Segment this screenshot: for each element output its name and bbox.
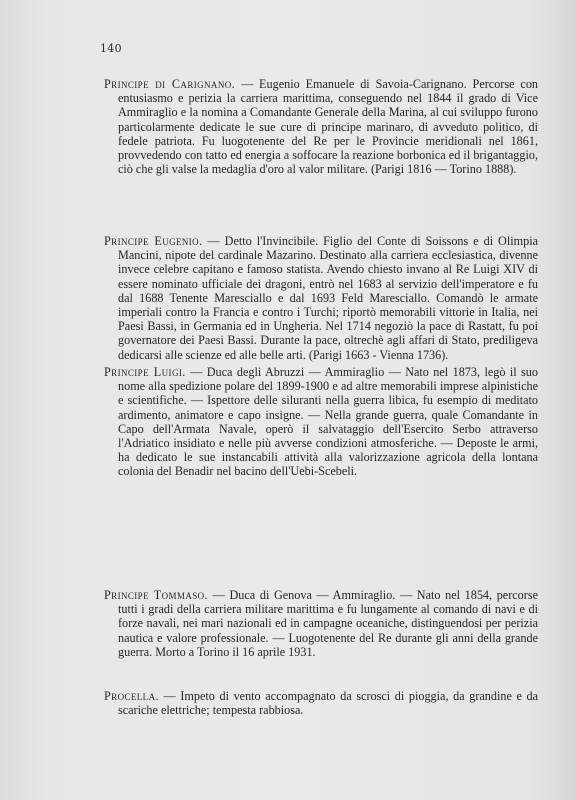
entry-text: — Impeto di vento accompagnato da scrosci di pioggia, da grandine e da scariche elettriche; tempesta rabbiosa. [118, 689, 538, 718]
entry-text: — Eugenio Emanuele di Savoia-Carignano. Percorse con entusiasmo e perizia la carriera marittima, conseguendo nel 1844 il grado di Vice Ammiraglio e la nomina a Comandante Generale della Marina, al cui sviluppo furono particolarmente dedicate le sue cure di principe marinaro, di avveduto politico, di fedele patriota. Fu luogotenente del Re per le Provincie meridionali nel 1861, provvedendo con tatto ed energia a soffocare la reazione borbonica ed il brigantaggio, ciò che gli valse la medaglia d'oro al valor militare. (Parigi 1816 — Torino 1888). [118, 77, 539, 177]
entry-headword: Procella. [104, 689, 159, 703]
entry-text: — Detto l'Invincibile. Figlio del Conte di Soissons e di Olimpia Mancini, nipote del cardinale Mazarino. Destinato alla carriera ecclesiastica, divenne invece celebre capitano e famoso statista. Avendo chiesto invano al Re Luigi XIV di essere nominato ufficiale dei dragoni, entrò nel 1683 al servizio dell'imperatore e fu dal 1688 Tenente Maresciallo e dal 1693 Feld Maresciallo. Comandò le armate imperiali contro la Francia e contro i Turchi; riportò memorabili vittorie in Italia, nei Paesi Bassi, in Germania ed in Ungheria. Nel 1714 negoziò la pace di Rastatt, fu poi governatore dei Paesi Bassi. Durante la pace, oltrechè agli affari di Stato, prediligeva dedicarsi alle scienze ed alle belle arti. (Parigi 1663 - Vienna 1736). [118, 234, 538, 362]
entry-headword: Principe di Carignano. [104, 77, 236, 91]
dictionary-entry [104, 77, 538, 176]
dictionary-entry [104, 588, 538, 659]
dictionary-entry [104, 365, 538, 479]
page-number: 140 [100, 42, 122, 55]
entry-text: — Duca di Genova — Ammiraglio. — Nato nel 1854, percorse tutti i gradi della carriera militare marittima e fu lungamente al comando di navi e di forze navali, nei mari nazionali ed in campagne oceaniche, distinguendosi per perizia nautica e valore professionale. — Luogotenente del Re durante gli anni della grande guerra. Morto a Torino il 16 aprile 1931. [118, 588, 538, 659]
entry-headword: Principe Tommaso. [104, 588, 209, 602]
dictionary-entry [104, 689, 538, 717]
entry-headword: Principe Luigi. [104, 365, 186, 379]
dictionary-entry [104, 234, 538, 362]
entry-headword: Principe Eugenio. [104, 234, 203, 248]
entry-text: — Duca degli Abruzzi — Ammiraglio — Nato nel 1873, legò il suo nome alla spedizione polare del 1899-1900 e ad altre memorabili imprese alpinistiche e scientifiche. — Ispettore delle siluranti nella guerra libica, fu esempio di meditato ardimento, animatore e capo insigne. — Nella grande guerra, quale Comandante in Capo dell'Armata Navale, operò il salvataggio dell'Esercito Serbo attraverso l'Adriatico insidiato e nelle più avverse condizioni atmosferiche. — Deposte le armi, ha dedicato le sue instancabili attività alla valorizzazione agricola della lontana colonia del Benadir nel bacino dell'Uebi-Scebeli. [118, 365, 538, 479]
